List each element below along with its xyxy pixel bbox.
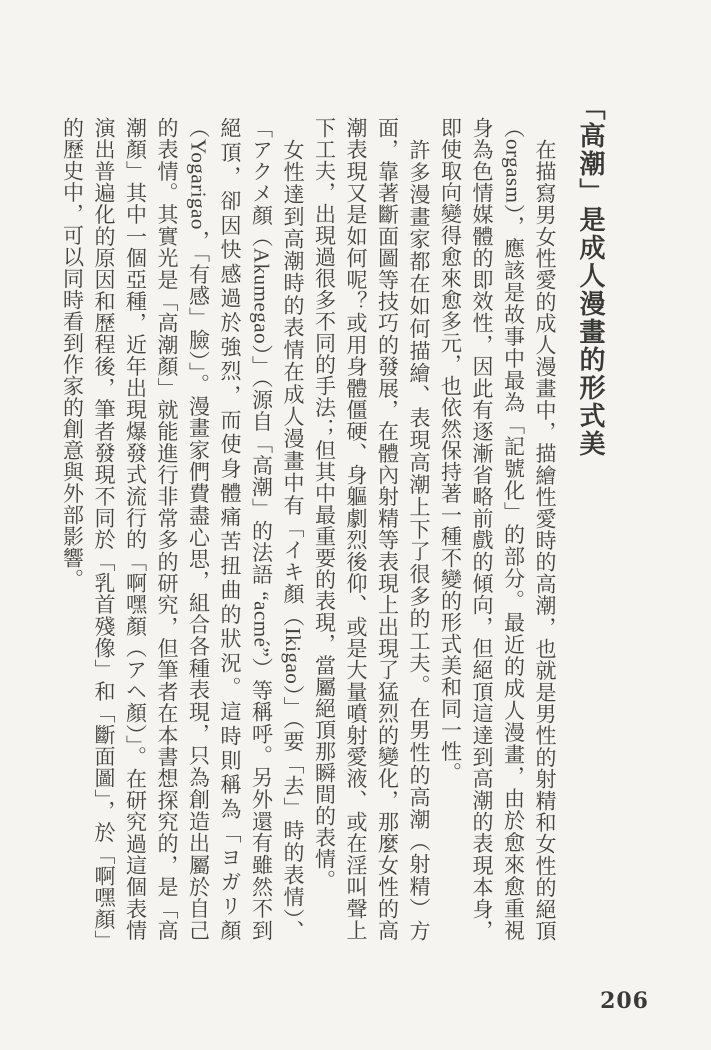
page-title: 「高潮」是成人漫畫的形式美	[576, 94, 605, 458]
body-paragraph: 在描寫男女性愛的成人漫畫中，描繪性愛時的高潮，也就是男性的射精和女性的絕頂（orgasm），應該是故事中最為「記號化」的部分。最近的成人漫畫，由於愈來愈重視身為色情媒體的即效性，因此有逐漸省略前戲的傾向，但絕頂這達到高潮的表現本身，即使取向變得愈來愈多元，也依然保持著一種不變的形式美和同一性。	[438, 117, 557, 941]
body-paragraph: 許多漫畫家都在如何描繪、表現高潮上下了很多的工夫。在男性的高潮（射精）方面，靠著斷面圖等技巧的發展，在體內射精等表現上出現了猛烈的變化，那麼女性的高潮表現又是如何呢？或用身體僵硬、身軀劇烈後仰、或是大量噴射愛液、或在淫叫聲上下工夫，出現過很多不同的手法；但其中最重要的表現，當屬絕頂那瞬間的表情。	[312, 117, 431, 941]
page-number: 206	[600, 988, 649, 1014]
body-paragraph: 女性達到高潮時的表情在成人漫畫中有「イキ顏（Ikigao）」（要「去」時的表情）、「アクメ顏（Akumegao）」（源自「高潮」的法語 “acmé”）等稱呼。另外還有雖然不到絕頂，卻因快感過於強烈，而使身體痛苦扭曲的狀況。這時則稱為「ヨガリ顏（Yogarigao，「有感」臉）」。漫畫家們費盡心思，組合各種表現，只為創造出屬於自己的表情。其實光是「高潮顏」就能進行非常多的研究，但筆者在本書想探究的，是「高潮顏」其中一個亞種，近年出現爆發式流行的「啊嘿顏（アヘ顏）」。在研究過這個表情演出普遍化的原因和歷程後，筆者發現不同於「乳首殘像」和「斷面圖」，於「啊嘿顏」的歷史中，可以同時看到作家的創意與外部影響。	[60, 117, 305, 941]
article-body	[56, 117, 560, 941]
